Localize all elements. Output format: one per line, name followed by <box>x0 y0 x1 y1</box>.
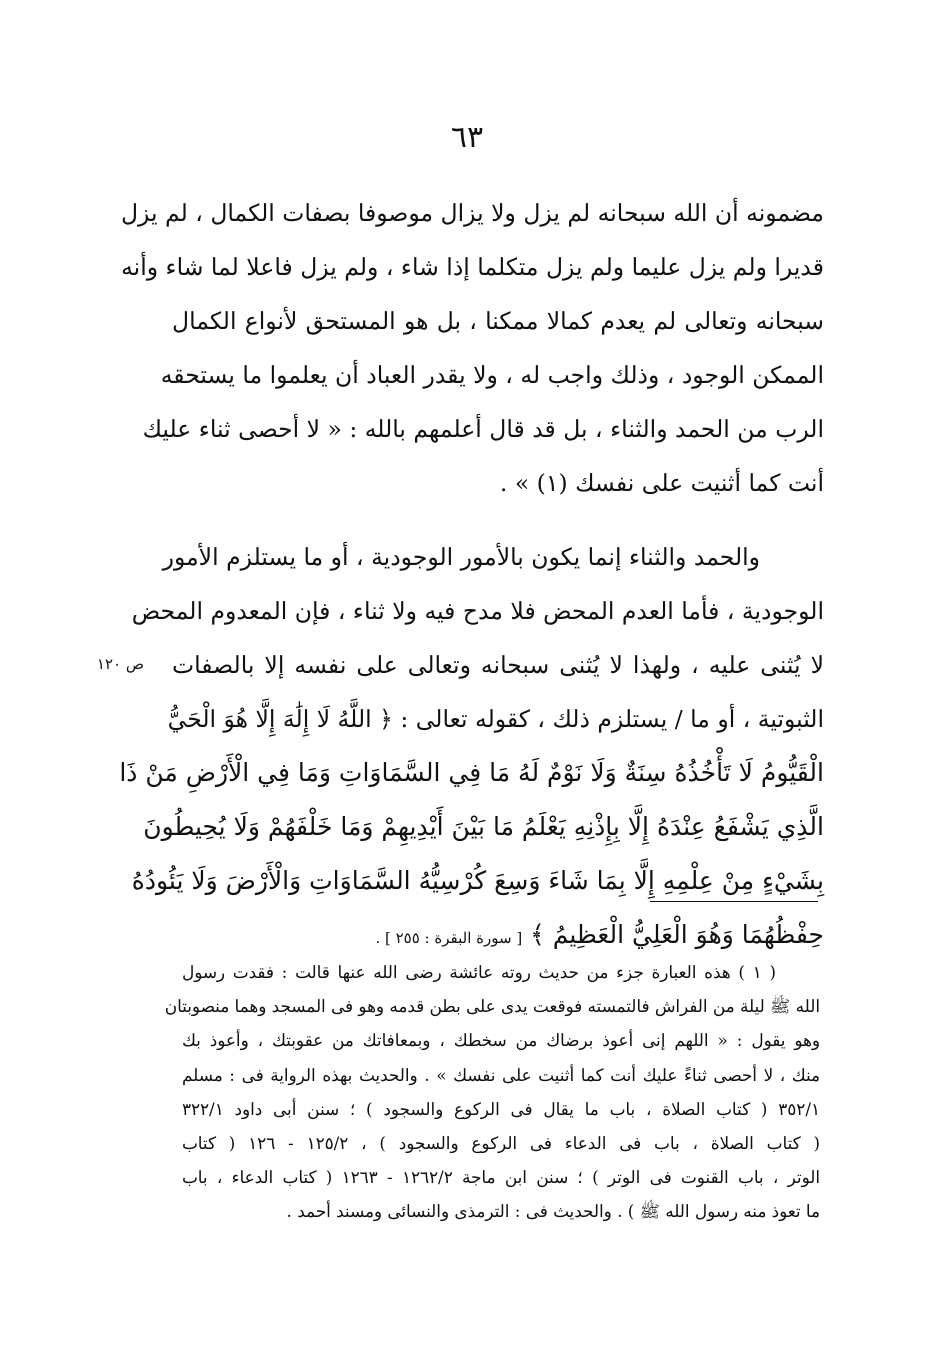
footnote-line: وهو يقول : « اللهم إنى أعوذ برضاك من سخطك ، وبمعافاتك من عقوبتك ، وأعوذ بك <box>182 1030 820 1051</box>
text-line: مضمونه أن الله سبحانه لم يزل ولا يزال موصوفا بصفات الكمال ، لم يزل <box>120 199 824 227</box>
text-line: الثبوتية ، أو ما / يستلزم ذلك ، كقوله تعالى : ﴿ اللَّهُ لَا إِلَٰهَ إِلَّا هُوَ الْحَيُّ <box>167 705 824 733</box>
quran-verse-line: الْقَيُّومُ لَا تَأْخُذُهُ سِنَةٌ وَلَا نَوْمٌ لَهُ مَا فِي السَّمَاوَاتِ وَمَا فِي الْأَرْضِ مَنْ ذَا <box>119 758 824 787</box>
footnote-line: ( ١ ) هذه العبارة جزء من حديث روته عائشة رضى الله عنها قالت : فقدت رسول <box>182 962 776 982</box>
footnote-line: ( كتاب الصلاة ، باب فى الدعاء فى الركوع والسجود ) ، ١٢٥/٢ - ١٢٦ ( كتاب <box>182 1132 820 1153</box>
paragraph-gap <box>172 510 824 530</box>
footnote-line: منك ، لا أحصى ثناءً عليك أنت كما أثنيت على نفسك » . والحديث بهذه الرواية فى : مسلم <box>182 1064 820 1085</box>
footnote-line: الوتر ، باب القنوت فى الوتر ) ؛ سنن ابن ماجة ١٢٦٢/٢ - ١٢٦٣ ( كتاب الدعاء ، باب <box>182 1167 821 1188</box>
text-line: قديرا ولم يزل عليما ولم يزل متكلما إذا شاء ، ولم يزل فاعلا لما شاء وأنه <box>121 253 824 281</box>
page-number: ٦٣ <box>450 120 484 155</box>
quran-verse-end: حِفْظُهُمَا وَهُوَ الْعَلِيُّ الْعَظِيمُ ﴾ <box>530 920 824 949</box>
margin-page-reference: ص ١٢٠ <box>96 655 144 673</box>
text-line: والحمد والثناء إنما يكون بالأمور الوجودية ، أو ما يستلزم الأمور <box>162 543 760 571</box>
footnote-line: ٣٥٢/١ ( كتاب الصلاة ، باب ما يقال فى الركوع والسجود ) ؛ سنن أبى داود ٣٢٢/١ <box>182 1098 820 1119</box>
footnote <box>164 955 821 1229</box>
text-line: الوجودية ، فأما العدم المحض فلا مدح فيه ولا ثناء ، فإن المعدوم المحض <box>131 597 824 625</box>
footnote-divider <box>650 901 818 902</box>
quran-verse-line <box>172 908 824 962</box>
text-line: الرب من الحمد والثناء ، بل قد قال أعلمهم بالله : « لا أحصى ثناء عليك <box>142 415 824 443</box>
quran-verse-line: الَّذِي يَشْفَعُ عِنْدَهُ إِلَّا بِإِذْنِهِ يَعْلَمُ مَا بَيْنَ أَيْدِيهِمْ وَمَا خَلْفَهُمْ وَلَا يُحِيطُونَ <box>143 812 824 841</box>
text-line: سبحانه وتعالى لم يعدم كمالا ممكنا ، بل هو المستحق لأنواع الكمال <box>172 307 824 335</box>
verse-reference: [ سورة البقرة : ٢٥٥ ] . <box>375 929 523 947</box>
text-line: لا يُثنى عليه ، ولهذا لا يُثنى سبحانه وتعالى على نفسه إلا بالصفات <box>172 651 824 679</box>
text-line: أنت كما أثنيت على نفسك (١) » . <box>499 469 824 497</box>
text-line: الممكن الوجود ، وذلك واجب له ، ولا يقدر العباد أن يعلموا ما يستحقه <box>160 361 824 389</box>
quran-verse-line: بِشَيْءٍ مِنْ عِلْمِهِ إِلَّا بِمَا شَاءَ وَسِعَ كُرْسِيُّهُ السَّمَاوَاتِ وَالْأَرْضَ وَلَا يَئُودُهُ <box>131 866 824 895</box>
footnote-line: الله ﷺ ليلة من الفراش فالتمسته فوقعت يدى على بطن قدمه وهو فى المسجد وهما منصوبتان <box>164 996 820 1017</box>
footnote-line: ما تعوذ منه رسول الله ﷺ ) . والحديث فى : الترمذى والنسائى ومسند أحمد . <box>286 1201 820 1222</box>
